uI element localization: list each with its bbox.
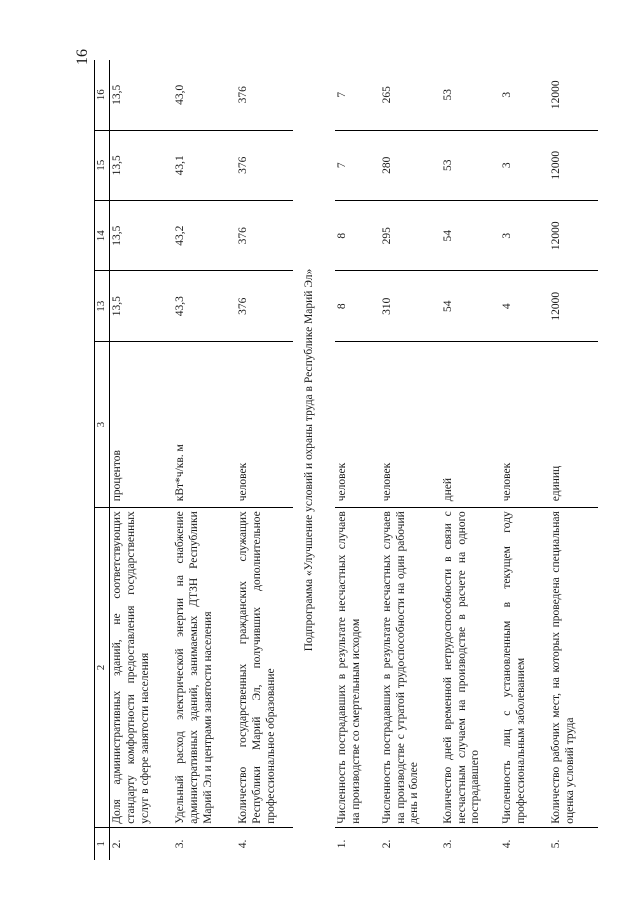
value-13: 310	[380, 271, 441, 341]
value-14: 376	[236, 200, 293, 270]
header-row	[95, 60, 110, 860]
header-col-16: 16	[95, 60, 110, 130]
value-16: 376	[236, 60, 293, 130]
page-number: 16	[74, 49, 91, 65]
value-13: 13,5	[110, 271, 174, 341]
value-14: 295	[380, 200, 441, 270]
value-15: 43,1	[173, 130, 236, 200]
row-number: 4.	[500, 839, 513, 849]
header-col-2: 2	[95, 508, 110, 828]
value-13: 376	[236, 271, 293, 341]
row-number: 1.	[335, 839, 348, 849]
value-13: 8	[335, 271, 380, 341]
indicators-table	[94, 60, 598, 860]
header-col-1: 1	[95, 827, 110, 860]
value-14: 13,5	[110, 200, 174, 270]
table-row	[380, 60, 441, 860]
header-col-3: 3	[95, 341, 110, 507]
value-13: 12000	[549, 271, 598, 341]
header-col-14: 14	[95, 200, 110, 270]
table-row	[500, 60, 549, 860]
unit: человек	[236, 341, 293, 507]
row-number: 2.	[380, 839, 393, 849]
unit: процентов	[110, 341, 174, 507]
value-15: 12000	[549, 130, 598, 200]
indicator-name: Количество рабочих мест, на которых проведена специальная оценка условий труда	[549, 508, 598, 828]
indicator-name: Численность пострадавших в результате несчастных случаев на производстве со смертельным исходом	[335, 508, 380, 828]
table-row	[441, 60, 500, 860]
subprogram-row	[293, 60, 335, 860]
row-number: 2.	[111, 839, 123, 849]
value-13: 43,3	[173, 271, 236, 341]
unit: дней	[441, 341, 500, 507]
value-14: 43,2	[173, 200, 236, 270]
unit: человек	[335, 341, 380, 507]
rotated-table-container	[94, 60, 576, 860]
row-number: 3.	[174, 839, 186, 849]
row-number: 3.	[441, 839, 454, 849]
value-14: 12000	[549, 200, 598, 270]
table-row	[549, 60, 598, 860]
value-14: 8	[335, 200, 380, 270]
indicator-name: Количество государственных гражданских служащих Республики Марий Эл, получивших дополнительное профессиональное образование	[236, 508, 293, 828]
table-row	[110, 60, 174, 860]
value-15: 13,5	[110, 130, 174, 200]
indicator-name: Численность пострадавших в результате несчастных случаев на производстве с утратой трудоспособности на один рабочий день и более	[380, 508, 441, 828]
subprogram-title: Подпрограмма «Улучшение условий и охраны труда в Республике Марий Эл»	[303, 268, 315, 652]
row-number: 5.	[549, 839, 562, 849]
unit: человек	[380, 341, 441, 507]
value-14: 3	[500, 200, 549, 270]
value-16: 13,5	[110, 60, 174, 130]
header-col-13: 13	[95, 271, 110, 341]
indicator-name: Доля административных зданий, не соответствующих стандарту комфортности предоставления государственных услуг в сфере занятости населения	[110, 508, 174, 828]
value-13: 4	[500, 271, 549, 341]
table-row	[173, 60, 236, 860]
value-16: 12000	[549, 60, 598, 130]
value-16: 53	[441, 60, 500, 130]
indicator-name: Численность лиц с установленным в текущем году профессиональным заболеванием	[500, 508, 549, 828]
value-16: 265	[380, 60, 441, 130]
value-16: 7	[335, 60, 380, 130]
indicator-name: Количество дней временной нетрудоспособности в связи с несчастным случаем на производстве в расчете на одного пострадавшего	[441, 508, 500, 828]
value-14: 54	[441, 200, 500, 270]
table-row	[335, 60, 380, 860]
value-15: 7	[335, 130, 380, 200]
value-16: 43,0	[173, 60, 236, 130]
value-13: 54	[441, 271, 500, 341]
row-number: 4.	[237, 839, 249, 849]
header-col-15: 15	[95, 130, 110, 200]
value-15: 53	[441, 130, 500, 200]
unit: единиц	[549, 341, 598, 507]
indicator-name: Удельный расход электрической энергии на снабжение административных зданий, занимаемых ДТЗН Республики Марий Эл и центрами занятости населения	[173, 508, 236, 828]
unit: человек	[500, 341, 549, 507]
value-15: 376	[236, 130, 293, 200]
table-row	[236, 60, 293, 860]
value-15: 3	[500, 130, 549, 200]
value-15: 280	[380, 130, 441, 200]
value-16: 3	[500, 60, 549, 130]
unit: кВт*ч/кв. м	[173, 341, 236, 507]
